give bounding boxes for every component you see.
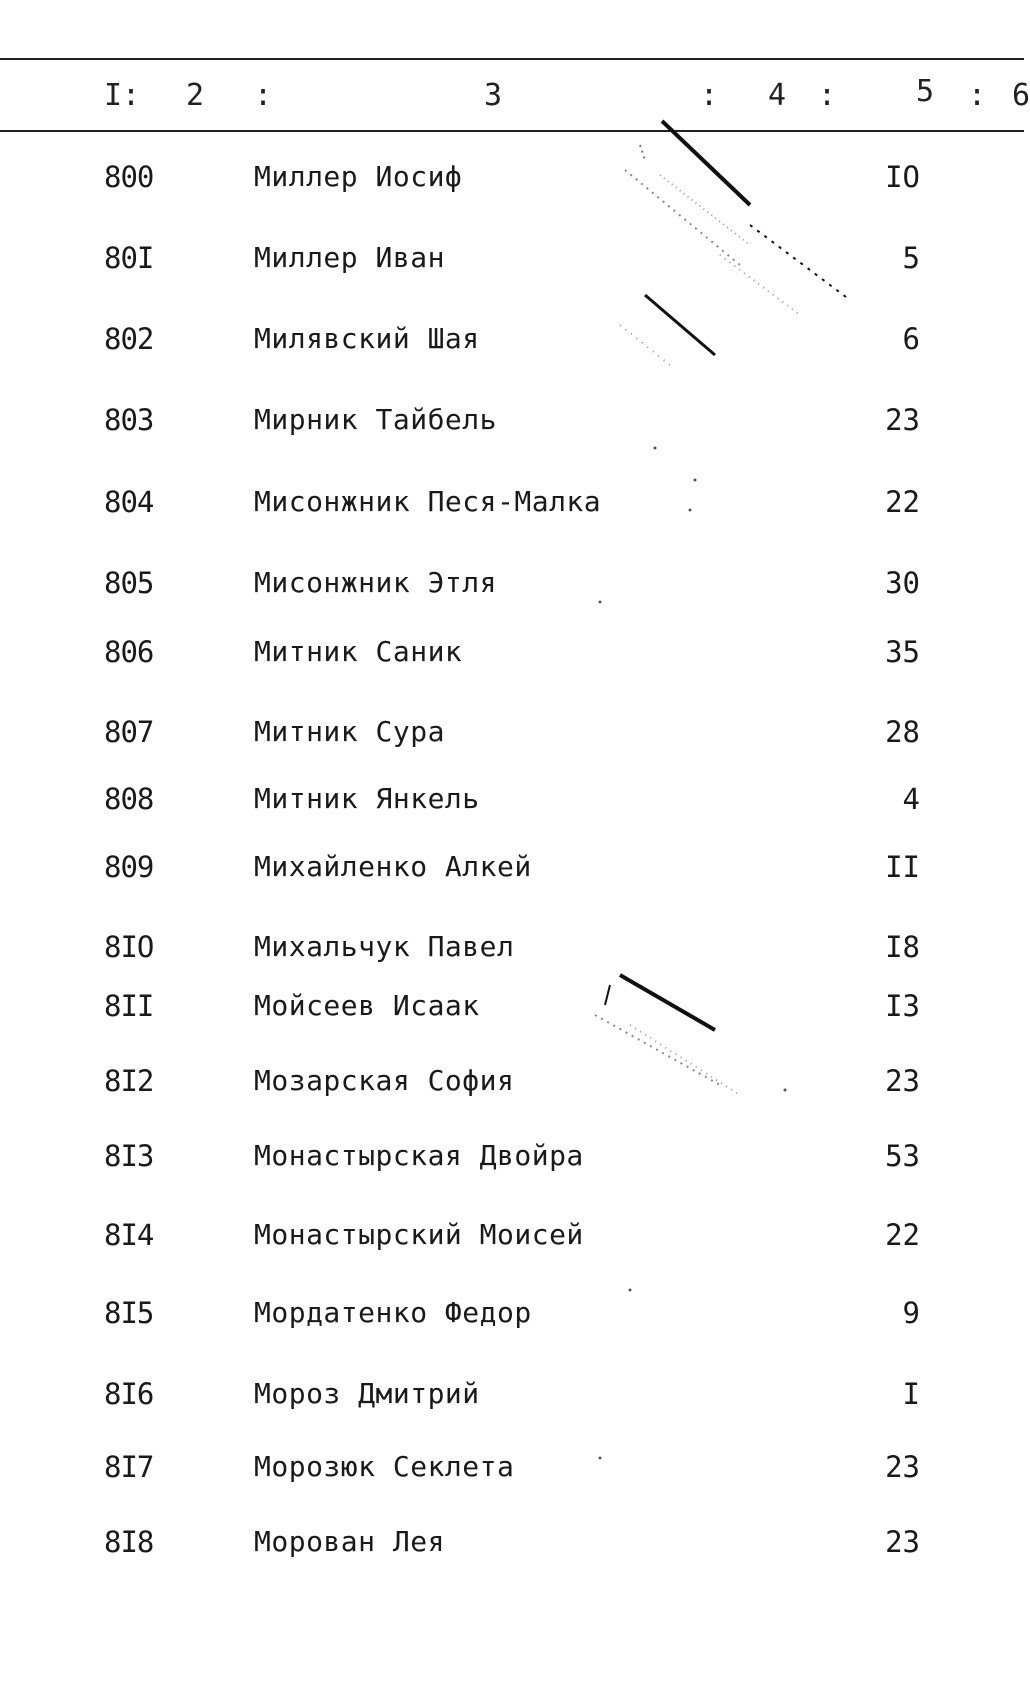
entry-value: I3 [885,989,920,1023]
list-item [0,630,1024,674]
header-separator: : [700,78,719,113]
entry-name: Мисонжник Песя-Малка [254,485,602,518]
list-item [0,1059,1024,1103]
entry-value: 22 [885,485,920,519]
list-item [0,925,1024,969]
entry-name: Мороз Дмитрий [254,1377,480,1410]
entry-number: 800 [104,160,154,194]
list-item [0,777,1024,821]
entry-name: Митник Янкель [254,782,480,815]
list-item [0,984,1024,1028]
header-separator: : [818,78,837,113]
header-col-3: 3 [484,78,503,113]
entry-number: 808 [104,782,154,816]
entry-value: 5 [902,241,920,275]
entry-value: 30 [885,566,920,600]
entry-value: 28 [885,715,920,749]
entry-number: 809 [104,850,154,884]
list-item [0,1445,1024,1489]
header-top-rule [0,58,1024,60]
header-col-1: I: [104,78,141,113]
list-item [0,1213,1024,1257]
entry-number: 8I3 [104,1139,154,1173]
header-separator: : [968,78,987,113]
list-item [0,398,1024,442]
entry-number: 8I2 [104,1064,154,1098]
entry-name: Мисонжник Этля [254,566,498,599]
list-item [0,710,1024,754]
entry-value: 22 [885,1218,920,1252]
list-item [0,1291,1024,1335]
entry-name: Миллер Иосиф [254,160,463,193]
list-item [0,561,1024,605]
entry-number: 8I4 [104,1218,154,1252]
entry-name: Митник Сура [254,715,445,748]
entry-name: Морован Лея [254,1525,445,1558]
entry-number: 802 [104,322,154,356]
entry-number: 8I6 [104,1377,154,1411]
list-item [0,1372,1024,1416]
entry-value: I [902,1377,920,1411]
entry-number: 803 [104,403,154,437]
list-item [0,155,1024,199]
entry-name: Мозарская София [254,1064,515,1097]
list-item [0,317,1024,361]
stamp-mark-upper [600,115,860,365]
entry-name: Михайленко Алкей [254,850,532,883]
entry-number: 8II [104,989,154,1023]
entry-name: Морозюк Секлета [254,1450,515,1483]
entry-value: 9 [902,1296,920,1330]
entry-number: 8IO [104,930,154,964]
entry-name: Милявский Шая [254,322,480,355]
entry-number: 8I8 [104,1525,154,1559]
header-col-6: 6 [1012,78,1030,113]
entry-value: 23 [885,1450,920,1484]
header-bottom-rule [0,130,1024,132]
header-col-5: 5 [916,74,935,109]
list-item [0,1520,1024,1564]
list-item [0,480,1024,524]
entry-name: Мирник Тайбель [254,403,498,436]
entry-value: 23 [885,1525,920,1559]
entry-name: Митник Саник [254,635,463,668]
entry-name: Монастырский Моисей [254,1218,584,1251]
entry-number: 80I [104,241,154,275]
entry-value: IO [885,160,920,194]
entry-name: Монастырская Двойра [254,1139,584,1172]
entry-name: Михальчук Павел [254,930,515,963]
entry-value: 23 [885,403,920,437]
header-col-4: 4 [768,78,787,113]
entry-value: 4 [902,782,920,816]
entry-value: 23 [885,1064,920,1098]
list-item [0,845,1024,889]
scan-specks [600,440,720,1640]
entry-number: 8I7 [104,1450,154,1484]
entry-number: 806 [104,635,154,669]
header-col-2: 2 [186,78,205,113]
entry-number: 804 [104,485,154,519]
entry-value: I8 [885,930,920,964]
list-item [0,1134,1024,1178]
entry-value: 53 [885,1139,920,1173]
entry-name: Мордатенко Федор [254,1296,532,1329]
entry-number: 805 [104,566,154,600]
entry-name: Мойсеев Исаак [254,989,480,1022]
entry-value: II [885,850,920,884]
header-separator: : [254,78,273,113]
entry-name: Миллер Иван [254,241,445,274]
entry-value: 6 [902,322,920,356]
entry-value: 35 [885,635,920,669]
entry-number: 8I5 [104,1296,154,1330]
list-item [0,236,1024,280]
entry-number: 807 [104,715,154,749]
